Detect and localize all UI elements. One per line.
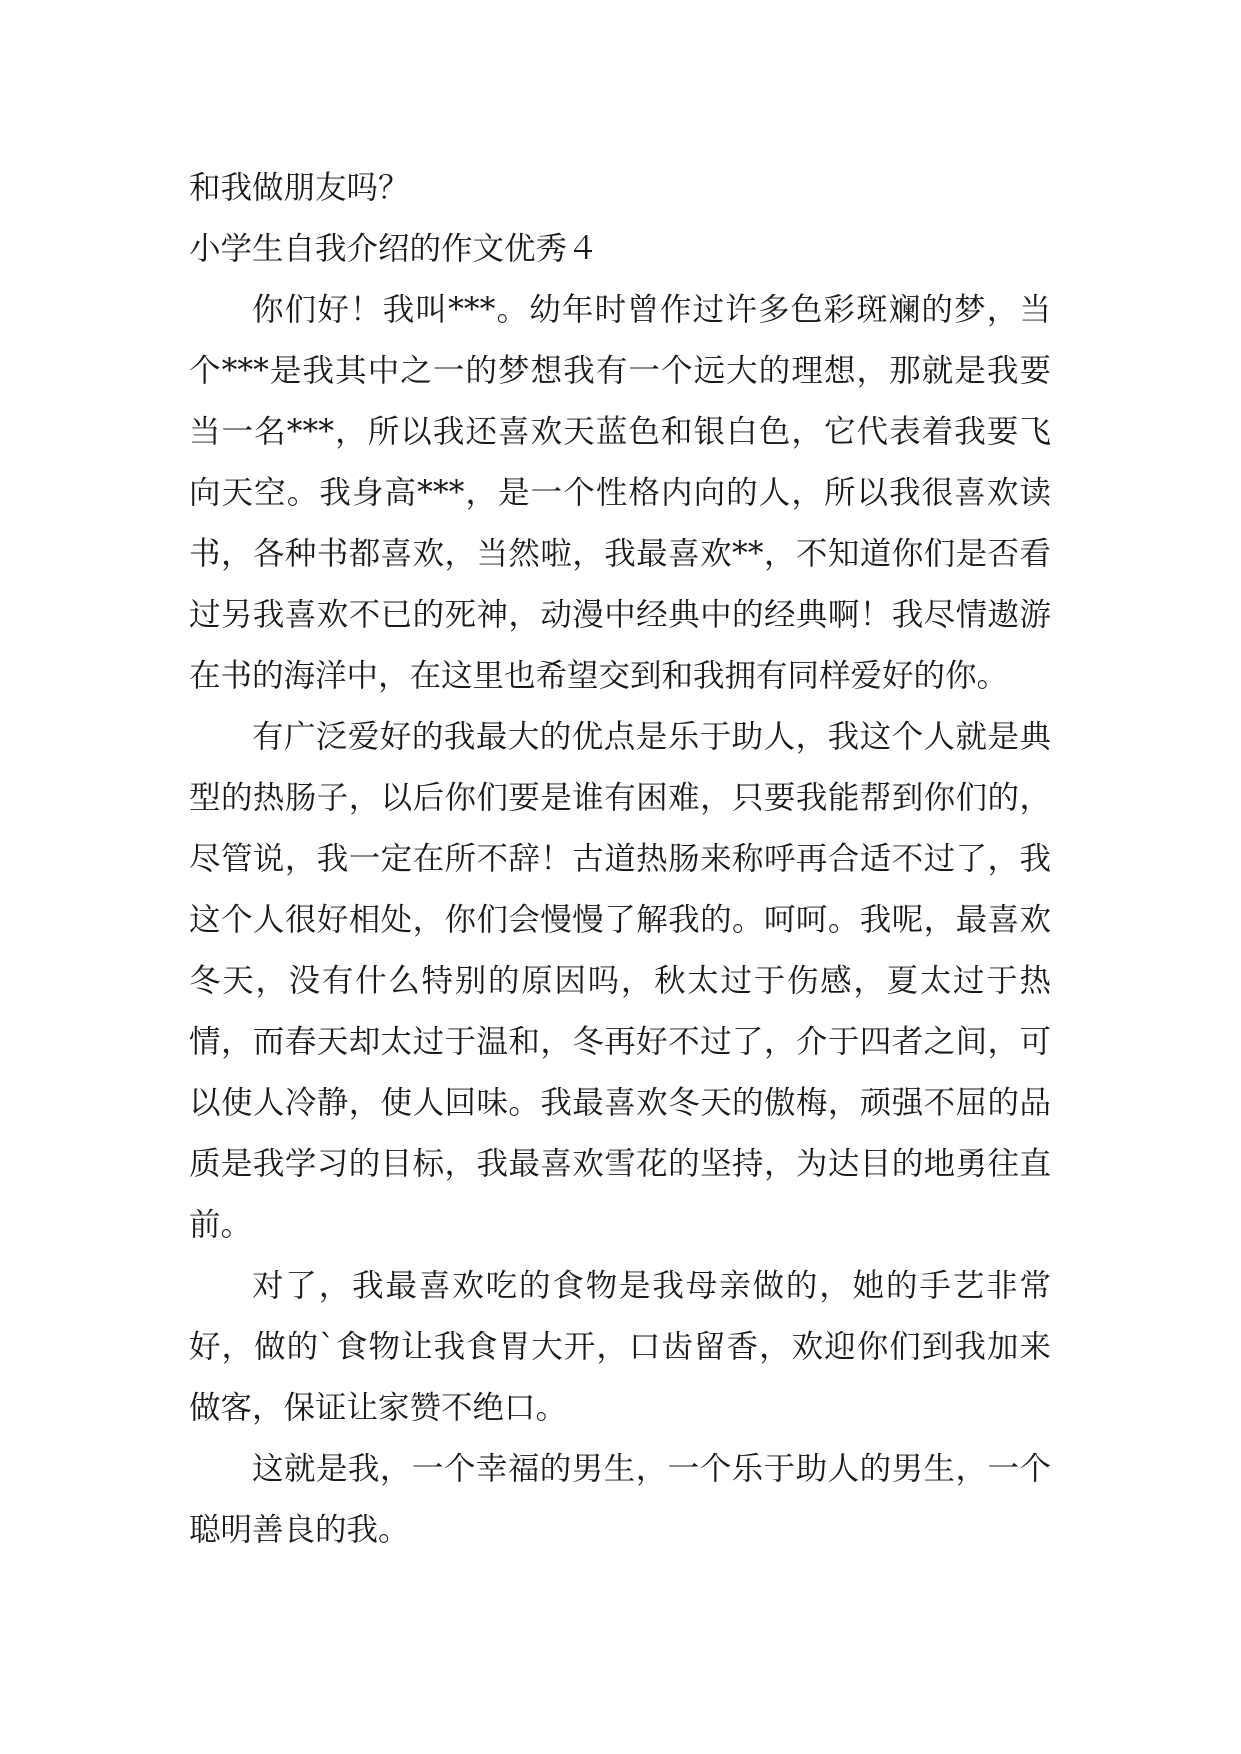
opening-line: 和我做朋友吗？ (189, 170, 410, 206)
document-body (189, 158, 1051, 1561)
paragraph-1: 你们好！我叫***。幼年时曾作过许多色彩斑斓的梦，当个***是我其中之一的梦想我有一个远大的理想，那就是我要当一名***，所以我还喜欢天蓝色和银白色，它代表着我要飞向天空。我身高***，是一个性格内向的人，所以我很喜欢读书，各种书都喜欢，当然啦，我最喜欢**，不知道你们是否看过另我喜欢不已的死神，动漫中经典中的经典啊！我尽情遨游在书的海洋中，在这里也希望交到和我拥有同样爱好的你。 (189, 292, 1051, 694)
paragraph-4: 这就是我，一个幸福的男生，一个乐于助人的男生，一个聪明善良的我。 (189, 1451, 1051, 1548)
paragraph-2: 有广泛爱好的我最大的优点是乐于助人，我这个人就是典型的热肠子，以后你们要是谁有困难，只要我能帮到你们的，尽管说，我一定在所不辞！古道热肠来称呼再合适不过了，我这个人很好相处，你们会慢慢了解我的。呵呵。我呢，最喜欢冬天，没有什么特别的原因吗，秋太过于伤感，夏太过于热情，而春天却太过于温和，冬再好不过了，介于四者之间，可以使人冷静，使人回味。我最喜欢冬天的傲梅，顽强不屈的品质是我学习的目标，我最喜欢雪花的坚持，为达目的地勇往直前。 (189, 719, 1051, 1243)
paragraph-3: 对了，我最喜欢吃的食物是我母亲做的，她的手艺非常好，做的`食物让我食胃大开，口齿留香，欢迎你们到我加来做客，保证让家赞不绝口。 (189, 1268, 1051, 1426)
essay-title: 小学生自我介绍的作文优秀４ (189, 231, 599, 267)
